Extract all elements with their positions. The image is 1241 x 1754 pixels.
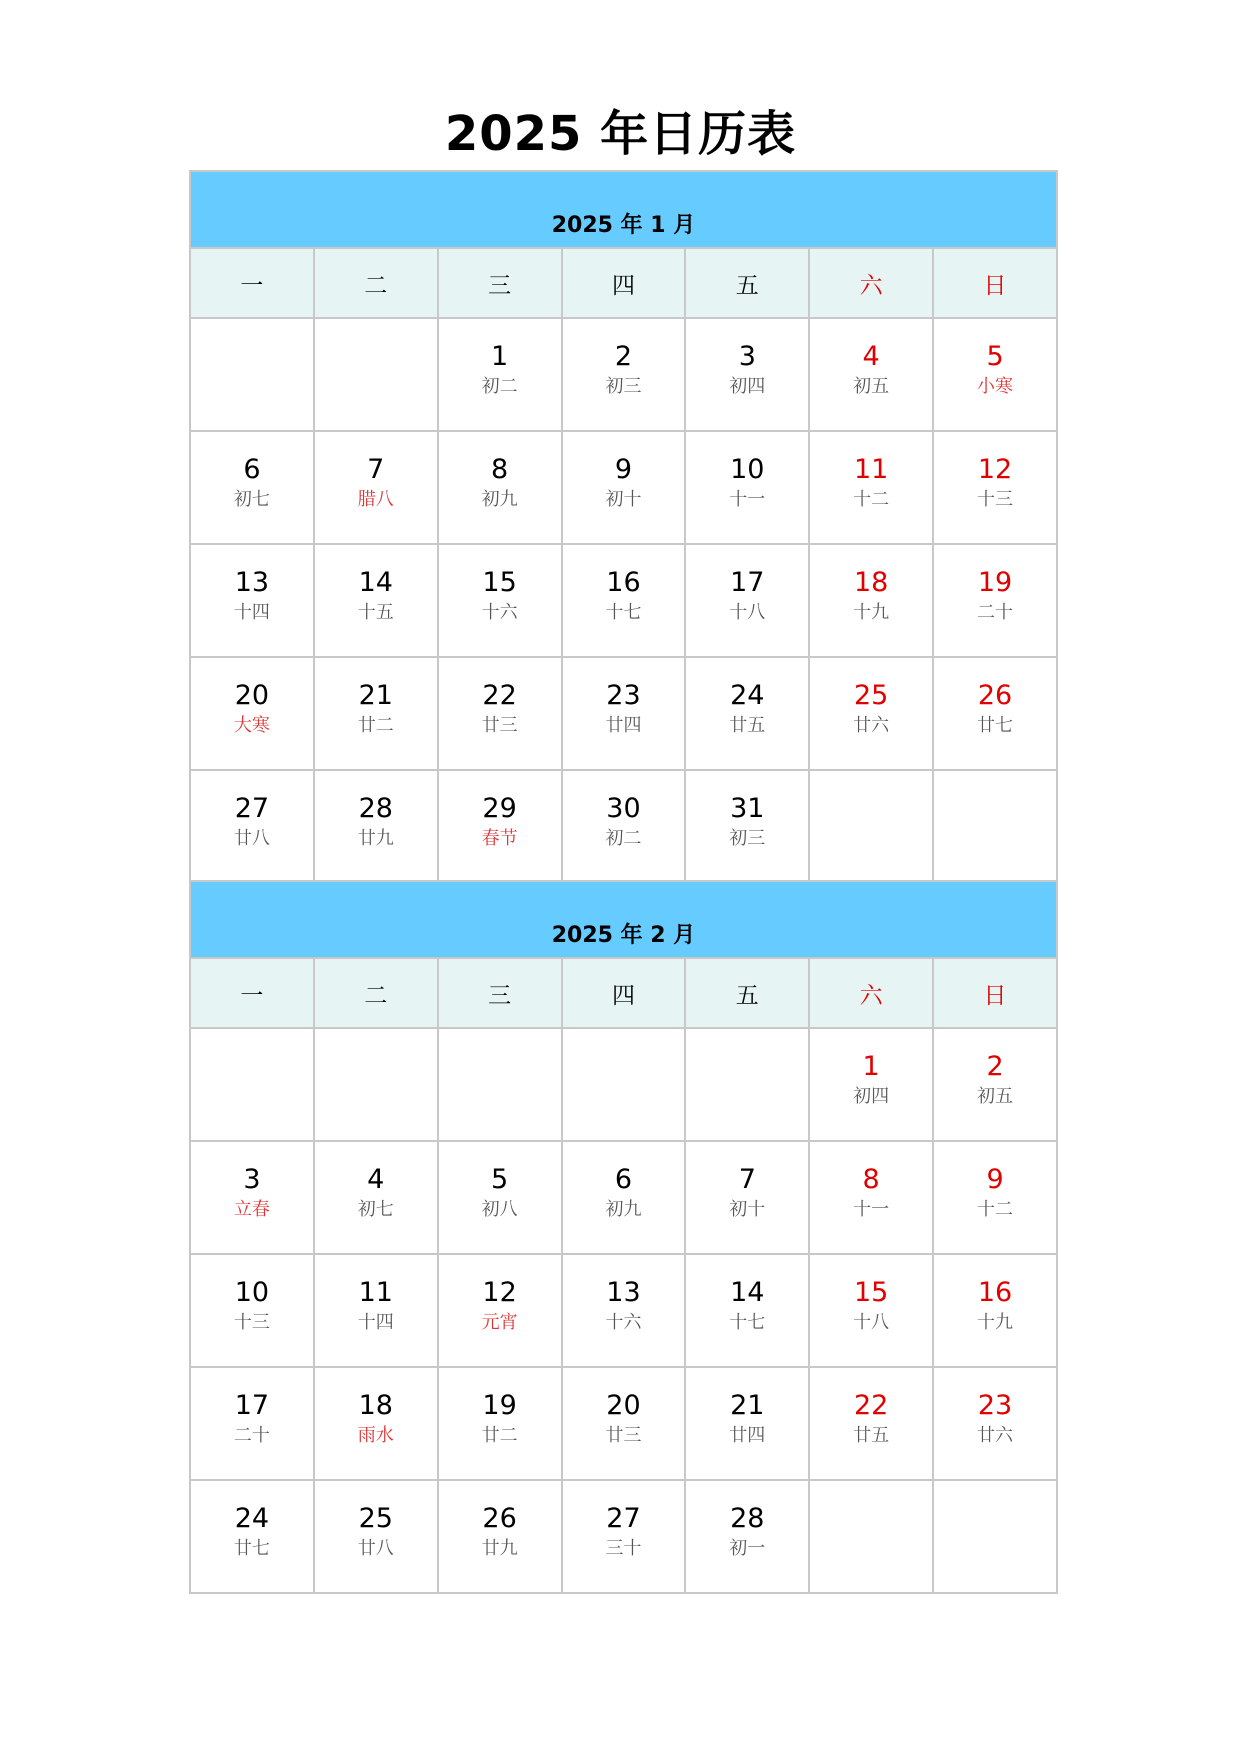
lunar-date: 二十 (233, 1425, 270, 1446)
lunar-date: 三十 (605, 1538, 642, 1559)
lunar-date: 十一 (729, 489, 766, 510)
lunar-date: 廿八 (233, 828, 270, 849)
day-number: 19 (482, 1390, 517, 1421)
day-cell (438, 544, 562, 657)
weekday-label: 六 (809, 958, 933, 1028)
day-cell (438, 1367, 562, 1480)
weekday-label: 五 (685, 958, 809, 1028)
lunar-date: 十六 (605, 1312, 642, 1333)
festival-label: 立春 (233, 1199, 270, 1220)
calendar-month-february (189, 880, 1058, 1594)
day-number: 26 (482, 1503, 517, 1534)
day-number: 27 (606, 1503, 641, 1534)
day-cell (809, 1367, 933, 1480)
day-number: 8 (862, 1164, 880, 1195)
lunar-date: 初一 (729, 1538, 766, 1559)
day-number: 15 (482, 567, 517, 598)
weekday-header-row (190, 958, 1057, 1028)
day-cell (809, 318, 933, 431)
lunar-date: 廿二 (481, 1425, 518, 1446)
lunar-date: 初七 (357, 1199, 394, 1220)
week-row (190, 1028, 1057, 1141)
week-row (190, 318, 1057, 431)
lunar-date: 十四 (233, 602, 270, 623)
week-row (190, 657, 1057, 770)
lunar-date: 初二 (605, 828, 642, 849)
weekday-label: 五 (685, 248, 809, 318)
day-cell (314, 657, 438, 770)
day-cell (809, 1028, 933, 1141)
day-cell (685, 1254, 809, 1367)
day-cell (438, 1480, 562, 1593)
day-number: 23 (606, 680, 641, 711)
day-cell (314, 1254, 438, 1367)
lunar-date: 初十 (729, 1199, 766, 1220)
day-cell (314, 431, 438, 544)
day-number: 4 (367, 1164, 385, 1195)
lunar-date: 廿六 (853, 715, 890, 736)
lunar-date: 十一 (853, 1199, 890, 1220)
day-number: 11 (358, 1277, 393, 1308)
empty-day-cell (190, 1028, 314, 1141)
lunar-date: 廿七 (233, 1538, 270, 1559)
day-cell (190, 657, 314, 770)
festival-label: 腊八 (357, 489, 394, 510)
weekday-label: 四 (562, 248, 686, 318)
empty-day-cell (314, 318, 438, 431)
festival-label: 大寒 (233, 715, 270, 736)
day-cell (685, 544, 809, 657)
calendar-month-january (189, 170, 1058, 884)
day-number: 16 (606, 567, 641, 598)
day-cell (190, 1141, 314, 1254)
weekday-label: 日 (933, 248, 1057, 318)
day-number: 22 (853, 1390, 889, 1421)
lunar-date: 十二 (977, 1199, 1014, 1220)
lunar-date: 十八 (729, 602, 766, 623)
day-number: 10 (730, 454, 765, 485)
day-number: 20 (234, 680, 270, 711)
day-cell (314, 770, 438, 883)
day-cell (190, 1480, 314, 1593)
day-number: 7 (738, 1164, 756, 1195)
day-number: 21 (358, 680, 393, 711)
day-number: 29 (482, 793, 517, 824)
lunar-date: 廿五 (729, 715, 766, 736)
day-number: 27 (234, 793, 270, 824)
day-number: 1 (862, 1051, 880, 1082)
lunar-date: 十三 (977, 489, 1014, 510)
day-cell (438, 318, 562, 431)
lunar-date: 初十 (605, 489, 642, 510)
day-number: 23 (977, 1390, 1013, 1421)
day-number: 28 (730, 1503, 765, 1534)
day-number: 10 (234, 1277, 270, 1308)
lunar-date: 十七 (729, 1312, 766, 1333)
day-cell (685, 431, 809, 544)
empty-day-cell (933, 770, 1057, 883)
lunar-date: 廿九 (481, 1538, 518, 1559)
lunar-date: 初八 (481, 1199, 518, 1220)
day-number: 9 (614, 454, 633, 485)
day-cell (933, 1141, 1057, 1254)
day-cell (809, 657, 933, 770)
day-number: 8 (491, 454, 509, 485)
festival-label: 小寒 (977, 376, 1014, 397)
day-number: 3 (243, 1164, 261, 1195)
day-number: 6 (243, 454, 261, 485)
empty-day-cell (685, 1028, 809, 1141)
lunar-date: 廿四 (605, 715, 642, 736)
day-cell (933, 657, 1057, 770)
day-cell (562, 657, 686, 770)
empty-day-cell (933, 1480, 1057, 1593)
day-cell (933, 1367, 1057, 1480)
day-cell (562, 544, 686, 657)
lunar-date: 十五 (357, 602, 394, 623)
day-number: 5 (491, 1164, 509, 1195)
lunar-date: 初三 (605, 376, 642, 397)
week-row (190, 1480, 1057, 1593)
day-number: 13 (606, 1277, 641, 1308)
day-cell (809, 431, 933, 544)
lunar-date: 初四 (729, 376, 766, 397)
lunar-date: 十三 (233, 1312, 270, 1333)
day-number: 31 (730, 793, 765, 824)
week-row (190, 544, 1057, 657)
day-number: 25 (853, 680, 889, 711)
lunar-date: 廿七 (977, 715, 1014, 736)
week-row (190, 1141, 1057, 1254)
day-cell (190, 544, 314, 657)
empty-day-cell (562, 1028, 686, 1141)
weekday-label: 二 (314, 958, 438, 1028)
day-cell (685, 770, 809, 883)
lunar-date: 十八 (853, 1312, 890, 1333)
day-number: 5 (986, 341, 1004, 372)
day-cell (933, 544, 1057, 657)
day-cell (685, 318, 809, 431)
weekday-label: 四 (562, 958, 686, 1028)
page-title: 2025 年日历表 (444, 106, 797, 162)
weekday-label: 二 (314, 248, 438, 318)
lunar-date: 初二 (481, 376, 518, 397)
empty-day-cell (438, 1028, 562, 1141)
lunar-date: 十七 (605, 602, 642, 623)
lunar-date: 二十 (977, 602, 1014, 623)
day-number: 24 (234, 1503, 270, 1534)
day-number: 15 (853, 1277, 889, 1308)
day-number: 28 (358, 793, 393, 824)
lunar-date: 廿三 (605, 1425, 642, 1446)
day-cell (190, 431, 314, 544)
lunar-date: 初四 (853, 1086, 890, 1107)
day-number: 2 (614, 341, 633, 372)
day-cell (314, 1141, 438, 1254)
month-title: 2025 年 1 月 (190, 171, 1057, 248)
day-number: 21 (730, 1390, 765, 1421)
weekday-header-row (190, 248, 1057, 318)
day-number: 22 (482, 680, 517, 711)
day-cell (190, 1254, 314, 1367)
day-number: 17 (234, 1390, 270, 1421)
day-cell (562, 431, 686, 544)
day-number: 14 (358, 567, 393, 598)
day-cell (190, 1367, 314, 1480)
lunar-date: 初五 (977, 1086, 1014, 1107)
day-number: 4 (862, 341, 880, 372)
day-number: 3 (738, 341, 756, 372)
day-cell (685, 1141, 809, 1254)
day-cell (933, 318, 1057, 431)
empty-day-cell (190, 318, 314, 431)
day-cell (314, 1480, 438, 1593)
lunar-date: 廿九 (357, 828, 394, 849)
day-cell (438, 431, 562, 544)
lunar-date: 十四 (357, 1312, 394, 1333)
day-cell (314, 544, 438, 657)
day-number: 12 (977, 454, 1013, 485)
day-number: 7 (367, 454, 385, 485)
day-cell (562, 770, 686, 883)
lunar-date: 廿八 (357, 1538, 394, 1559)
day-number: 18 (358, 1390, 393, 1421)
weekday-label: 六 (809, 248, 933, 318)
day-cell (933, 1028, 1057, 1141)
day-number: 25 (358, 1503, 393, 1534)
day-cell (314, 1367, 438, 1480)
day-number: 1 (491, 341, 509, 372)
day-cell (809, 1141, 933, 1254)
day-cell (562, 1367, 686, 1480)
day-number: 20 (606, 1390, 641, 1421)
day-cell (685, 1367, 809, 1480)
lunar-date: 初九 (481, 489, 518, 510)
day-number: 13 (234, 567, 270, 598)
empty-day-cell (809, 770, 933, 883)
day-number: 17 (730, 567, 765, 598)
day-cell (190, 770, 314, 883)
day-number: 14 (730, 1277, 765, 1308)
day-number: 16 (977, 1277, 1013, 1308)
lunar-date: 初七 (233, 489, 270, 510)
festival-label: 春节 (481, 828, 518, 849)
month-title: 2025 年 2 月 (190, 881, 1057, 958)
lunar-date: 十二 (853, 489, 890, 510)
day-cell (562, 1141, 686, 1254)
day-number: 9 (986, 1164, 1004, 1195)
day-number: 19 (977, 567, 1013, 598)
lunar-date: 廿三 (481, 715, 518, 736)
day-cell (438, 657, 562, 770)
lunar-date: 初九 (605, 1199, 642, 1220)
lunar-date: 初三 (729, 828, 766, 849)
weekday-label: 日 (933, 958, 1057, 1028)
day-cell (809, 544, 933, 657)
day-number: 6 (614, 1164, 633, 1195)
lunar-date: 廿四 (729, 1425, 766, 1446)
weekday-label: 一 (190, 248, 314, 318)
festival-label: 元宵 (481, 1312, 518, 1333)
lunar-date: 廿五 (853, 1425, 890, 1446)
day-cell (438, 1254, 562, 1367)
lunar-date: 十九 (977, 1312, 1014, 1333)
lunar-date: 廿六 (977, 1425, 1014, 1446)
day-number: 30 (606, 793, 641, 824)
week-row (190, 1367, 1057, 1480)
lunar-date: 廿二 (357, 715, 394, 736)
day-cell (933, 1254, 1057, 1367)
weekday-label: 三 (438, 958, 562, 1028)
day-number: 11 (853, 454, 889, 485)
lunar-date: 十九 (853, 602, 890, 623)
day-cell (809, 1254, 933, 1367)
day-number: 26 (977, 680, 1013, 711)
weekday-label: 一 (190, 958, 314, 1028)
day-cell (438, 770, 562, 883)
week-row (190, 770, 1057, 883)
day-cell (438, 1141, 562, 1254)
lunar-date: 初五 (853, 376, 890, 397)
day-cell (562, 318, 686, 431)
day-number: 24 (730, 680, 765, 711)
day-number: 12 (482, 1277, 517, 1308)
day-cell (562, 1254, 686, 1367)
empty-day-cell (314, 1028, 438, 1141)
day-cell (685, 1480, 809, 1593)
day-cell (933, 431, 1057, 544)
day-number: 2 (986, 1051, 1004, 1082)
day-number: 18 (853, 567, 889, 598)
week-row (190, 431, 1057, 544)
festival-label: 雨水 (357, 1425, 394, 1446)
day-cell (685, 657, 809, 770)
day-cell (562, 1480, 686, 1593)
lunar-date: 十六 (481, 602, 518, 623)
week-row (190, 1254, 1057, 1367)
empty-day-cell (809, 1480, 933, 1593)
weekday-label: 三 (438, 248, 562, 318)
